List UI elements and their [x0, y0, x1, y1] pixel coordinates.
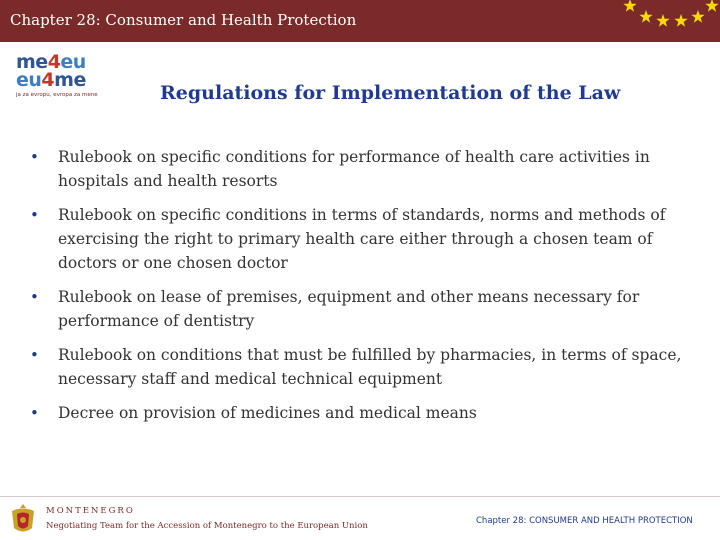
bullet-icon: • [30, 404, 39, 422]
bullet-item [30, 203, 690, 275]
slide-title: Regulations for Implementation of the Law [160, 82, 621, 104]
footer-divider [0, 496, 720, 497]
logo-line-2: eu4me [16, 69, 86, 91]
header-bar [0, 0, 720, 42]
bullet-text: Rulebook on conditions that must be fulfilled by pharmacies, in terms of space, necessary staff and medical technical equipment [58, 346, 682, 388]
footer-team: Negotiating Team for the Accession of Montenegro to the European Union [46, 521, 368, 531]
logo-tagline: ja za evropu, evropa za mene [16, 92, 98, 98]
bullet-list [30, 145, 690, 435]
footer-country: MONTENEGRO [46, 506, 135, 516]
bullet-item [30, 343, 690, 391]
header-title: Chapter 28: Consumer and Health Protection [10, 11, 357, 29]
bullet-text: Rulebook on specific conditions for performance of health care activities in hospitals and health resorts [58, 148, 650, 190]
bullet-icon: • [30, 288, 39, 306]
bullet-text: Decree on provision of medicines and medical means [58, 404, 477, 422]
eu-stars-icon [590, 0, 720, 42]
bullet-icon: • [30, 148, 39, 166]
logo-line-1: me4eu [16, 51, 86, 73]
montenegro-crest-icon [8, 502, 38, 536]
bullet-item [30, 285, 690, 333]
bullet-item [30, 145, 690, 193]
bullet-item [30, 401, 690, 425]
footer-chapter: Chapter 28: CONSUMER AND HEALTH PROTECTION [476, 516, 693, 526]
bullet-icon: • [30, 206, 39, 224]
bullet-icon: • [30, 346, 39, 364]
bullet-text: Rulebook on lease of premises, equipment and other means necessary for performance of dentistry [58, 288, 640, 330]
bullet-text: Rulebook on specific conditions in terms of standards, norms and methods of exercising the right to primary health care either through a chosen team of doctors or one chosen doctor [58, 206, 666, 272]
me4eu-logo [16, 53, 116, 101]
